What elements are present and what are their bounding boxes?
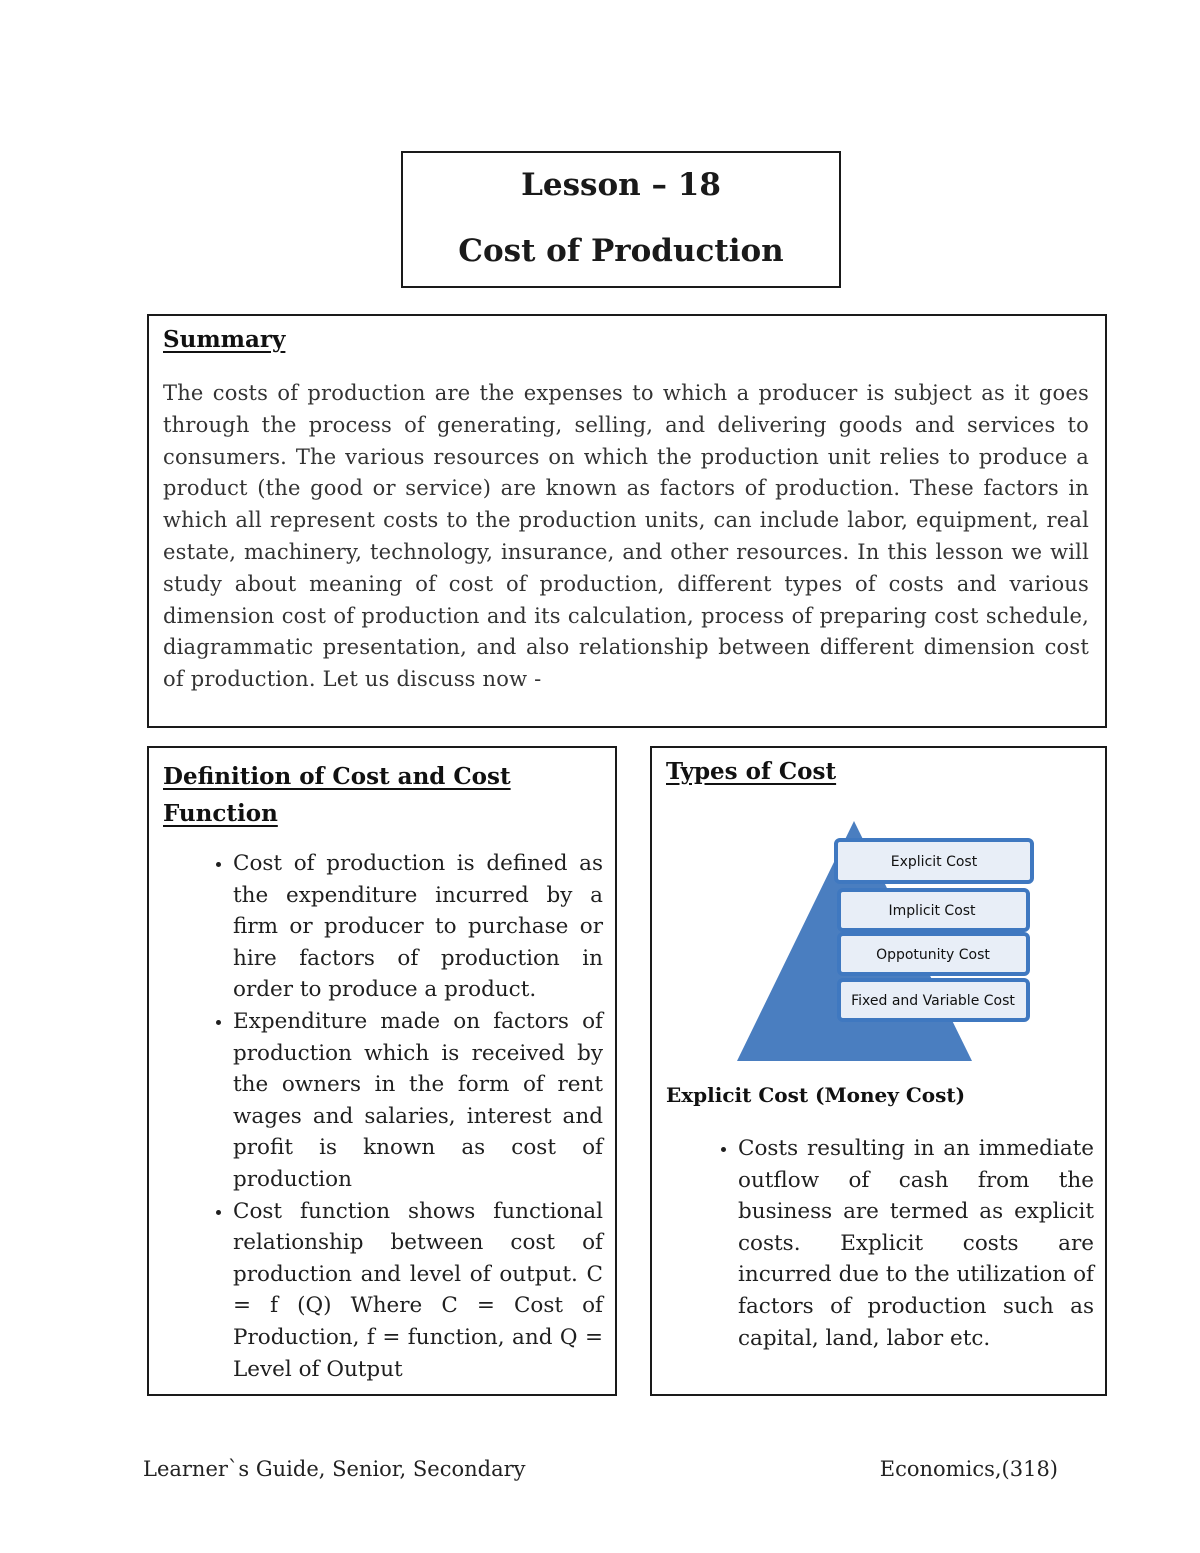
pyramid-layer bbox=[839, 934, 1028, 974]
definition-bullet: • Expenditure made on factors of production which is received by the owners in the form of rent wages and salaries, interest and profit is known as cost of production bbox=[233, 1006, 603, 1196]
explicit-cost-bullet: • Costs resulting in an immediate outflow of cash from the business are termed as explicit costs. Explicit costs are incurred due to the utilization of factors of production such as capital, land, labor etc. bbox=[738, 1133, 1094, 1354]
footer-guide-label: Learner`s Guide, Senior, Secondary bbox=[143, 1457, 526, 1481]
lesson-title-box bbox=[401, 151, 841, 288]
pyramid-layer bbox=[839, 890, 1028, 930]
lesson-number: Lesson – 18 bbox=[521, 167, 721, 203]
explicit-cost-list bbox=[666, 1133, 1094, 1354]
definition-list bbox=[163, 848, 603, 1385]
footer-subject-label: Economics,(318) bbox=[879, 1457, 1058, 1481]
cost-pyramid-diagram bbox=[732, 816, 1042, 1066]
types-box bbox=[650, 746, 1107, 1396]
lesson-topic: Cost of Production bbox=[458, 233, 784, 269]
pyramid-layer-label: Oppotunity Cost bbox=[876, 947, 990, 963]
definition-heading: Definition of Cost and Cost Function bbox=[163, 763, 511, 827]
definition-bullet: • Cost function shows functional relationship between cost of production and level of output. C = f (Q) Where C = Cost of Production, f = function, and Q = Level of Output bbox=[233, 1196, 603, 1386]
summary-box bbox=[147, 314, 1107, 728]
pyramid-layer bbox=[836, 840, 1032, 882]
summary-text: The costs of production are the expenses to which a producer is subject as it goes through the process of generating, selling, and delivering goods and services to consumers. The various resources on which the production unit relies to produce a product (the good or service) are known as factors of production. These factors in which all represent costs to the production units, can include labor, equipment, real estate, machinery, technology, insurance, and other resources. In this lesson we will study about meaning of cost of production, different types of costs and various dimension cost of production and its calculation, process of preparing cost schedule, diagrammatic presentation, and also relationship between different dimension cost of production. Let us discuss now - bbox=[163, 381, 1089, 692]
types-heading: Types of Cost bbox=[666, 758, 837, 785]
pyramid-layer-label: Fixed and Variable Cost bbox=[851, 993, 1015, 1009]
pyramid-layer bbox=[839, 980, 1028, 1020]
pyramid-layer-label: Implicit Cost bbox=[888, 903, 976, 919]
definition-box bbox=[147, 746, 617, 1396]
definition-bullet: • Cost of production is defined as the expenditure incurred by a firm or producer to purchase or hire factors of production in order to produce a product. bbox=[233, 848, 603, 1006]
summary-heading: Summary bbox=[163, 326, 286, 353]
explicit-cost-subheading: Explicit Cost (Money Cost) bbox=[666, 1083, 966, 1107]
pyramid-layer-label: Explicit Cost bbox=[890, 854, 978, 870]
